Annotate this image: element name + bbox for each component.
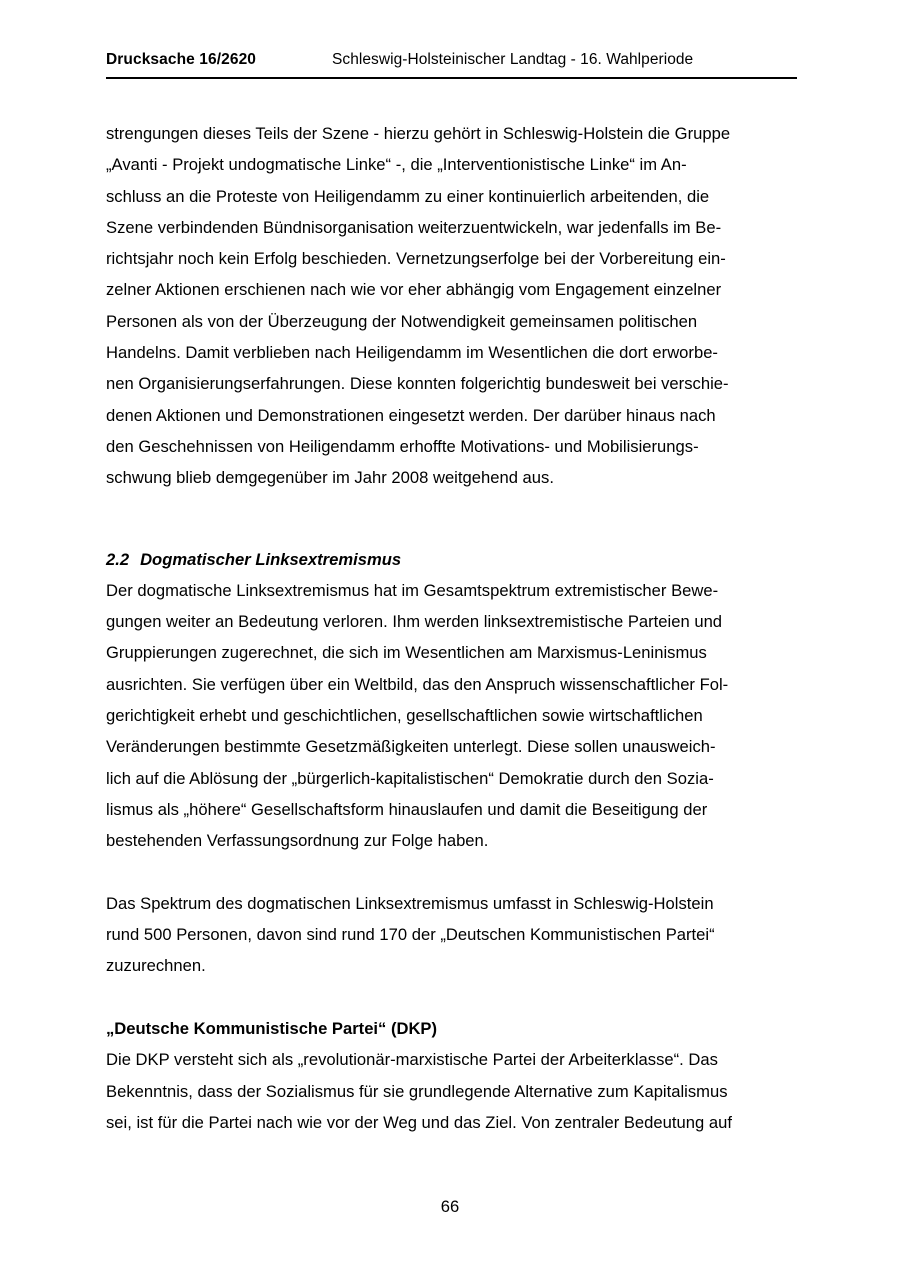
text-line: lismus als „höhere“ Gesellschaftsform hinauslaufen und damit die Beseitigung der <box>106 799 708 819</box>
text-line: denen Aktionen und Demonstrationen eingesetzt werden. Der darüber hinaus nach <box>106 405 716 425</box>
text-line: rund 500 Personen, davon sind rund 170 der „Deutschen Kommunistischen Partei“ <box>106 925 715 945</box>
spacer-before-section-heading <box>106 494 798 544</box>
text-line: Das Spektrum des dogmatischen Linksextremismus umfasst in Schleswig-Holstein <box>106 893 714 913</box>
text-line: Szene verbindenden Bündnisorganisation weiterzuentwickeln, war jedenfalls im Be- <box>106 217 722 237</box>
text-line: schwung blieb demgegenüber im Jahr 2008 weitgehend aus. <box>106 468 554 488</box>
text-line: bestehenden Verfassungsordnung zur Folge haben. <box>106 831 489 851</box>
spacer-blank-line <box>106 982 798 1013</box>
text-line: gungen weiter an Bedeutung verloren. Ihm werden linksextremistische Parteien und <box>106 612 723 632</box>
text-line: zelner Aktionen erschienen nach wie vor eher abhängig vom Engagement einzelner <box>106 280 722 300</box>
section-number: 2.2 <box>106 549 130 569</box>
text-line: Personen als von der Überzeugung der Notwendigkeit gemeinsamen politischen <box>106 311 698 331</box>
text-line: strengungen dieses Teils der Szene - hierzu gehört in Schleswig-Holstein die Gruppe <box>106 124 731 143</box>
text-line: Der dogmatische Linksextremismus hat im Gesamtspektrum extremistischer Bewe- <box>106 580 719 600</box>
header-divider-rule <box>106 77 797 79</box>
text-line: gerichtigkeit erhebt und geschichtlichen, gesellschaftlichen sowie wirtschaftlichen <box>106 706 703 726</box>
text-line: lich auf die Ablösung der „bürgerlich-kapitalistischen“ Demokratie durch den Sozia- <box>106 768 714 788</box>
text-line: Bekenntnis, dass der Sozialismus für sie grundlegende Alternative zum Kapitalismus <box>106 1081 728 1101</box>
text-line: Handelns. Damit verblieben nach Heiligendamm im Wesentlichen die dort erworbe- <box>106 343 718 363</box>
text-line: schluss an die Proteste von Heiligendamm zu einer kontinuierlich arbeitenden, die <box>106 186 710 206</box>
text-line: „Avanti - Projekt undogmatische Linke“ -, die „Interventionistische Linke“ im An- <box>106 155 687 175</box>
text-line: Die DKP versteht sich als „revolutionär-marxistische Partei der Arbeiterklasse“. Das <box>106 1050 718 1070</box>
section-title: Dogmatischer Linksextremismus <box>140 549 402 569</box>
text-line: Gruppierungen zugerechnet, die sich im Wesentlichen am Marxismus-Leninismus <box>106 643 707 663</box>
drucksache-number: Drucksache 16/2620 <box>106 51 257 68</box>
text-line: sei, ist für die Partei nach wie vor der Weg und das Ziel. Von zentraler Bedeutung auf <box>106 1112 732 1132</box>
paragraph-spektrum <box>106 888 798 982</box>
paragraph-vernetzung <box>106 118 798 494</box>
text-line: den Geschehnissen von Heiligendamm erhoffte Motivations- und Mobilisierungs- <box>106 436 699 456</box>
paragraph-dkp <box>106 1044 798 1138</box>
text-line: richtsjahr noch kein Erfolg beschieden. Vernetzungserfolge bei der Vorbereitung ein- <box>106 249 726 269</box>
page-header <box>106 50 797 74</box>
text-line: ausrichten. Sie verfügen über ein Weltbild, das den Anspruch wissenschaftlicher Fol- <box>106 674 729 694</box>
spacer-blank-line <box>106 857 798 888</box>
text-line: Veränderungen bestimmte Gesetzmäßigkeiten unterlegt. Diese sollen unausweich- <box>106 737 716 757</box>
page-number: 66 <box>440 1197 460 1216</box>
text-line: zuzurechnen. <box>106 956 206 976</box>
landtag-title: Schleswig-Holsteinischer Landtag - 16. Wahlperiode <box>332 51 694 68</box>
body-text-column <box>106 118 798 1138</box>
text-line: nen Organisierungserfahrungen. Diese konnten folgerichtig bundesweit bei verschie- <box>106 374 729 394</box>
section-heading-2-2 <box>106 544 798 575</box>
sub-heading-dkp: „Deutsche Kommunistische Partei“ (DKP) <box>106 1019 438 1039</box>
page-header-row <box>106 50 797 70</box>
paragraph-dogmatischer-intro <box>106 575 798 857</box>
